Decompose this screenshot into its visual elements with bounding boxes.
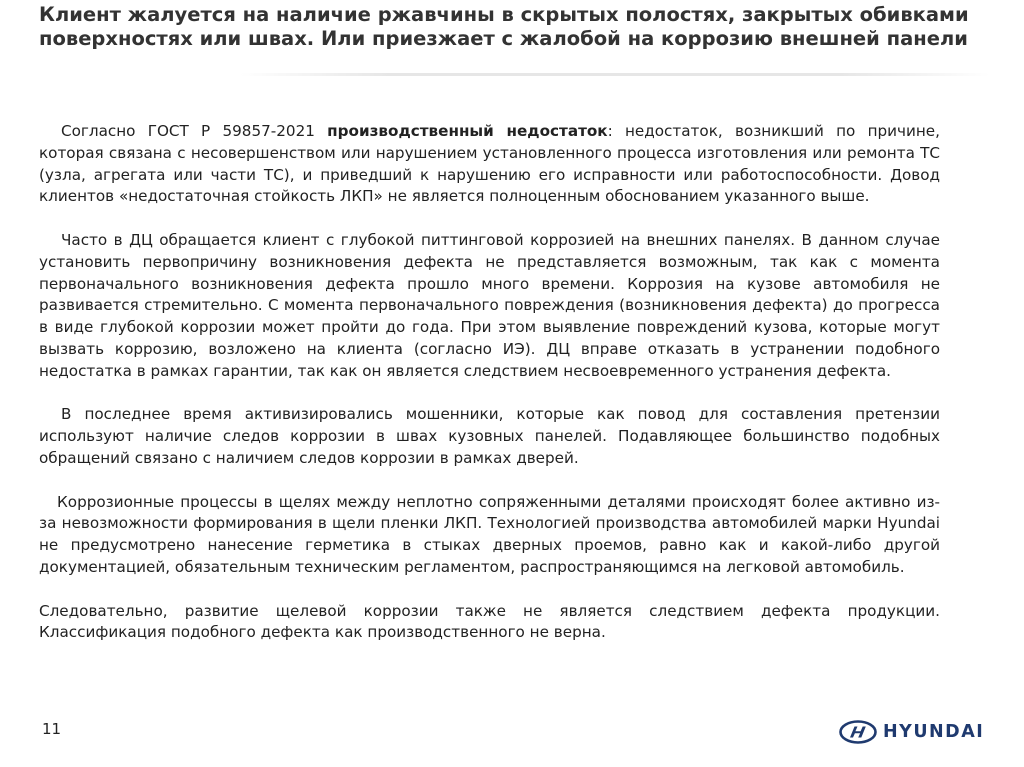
paragraph-crevice-corrosion: Коррозионные процессы в щелях между неплотно сопряженными деталями происходят более активно из-за невозможности формирования в щели пленки ЛКП. Технологией производства автомобилей марки Hyundai не предусмотрено нанесение герметика в стыках дверных проемов, равно как и какой-либо другой документацией, обязательным техническим регламентом, распространяющимся на легковой автомобиль. [39, 492, 940, 576]
paragraph-gost-definition [39, 121, 940, 208]
body-text [39, 121, 940, 644]
paragraph-prefix: Согласно ГОСТ Р 59857-2021 [61, 122, 328, 140]
hyundai-logo [839, 715, 995, 749]
slide-title: Клиент жалуется на наличие ржавчины в скрытых полостях, закрытых обивками поверхностях или швах. Или приезжает с жалобой на коррозию внешней панели [39, 3, 969, 50]
title-divider [240, 73, 990, 76]
hyundai-logo-icon [839, 720, 877, 744]
term-production-defect: производственный недостаток [327, 122, 608, 140]
paragraph-suffix: : недостаток, возникший по причине, которая связана с несовершенством или нарушением установленного процесса изготовления или ремонта ТС (узла, агрегата или части ТС), и приведший к нарушению его исправности или работоспособности. Довод клиентов «недостаточная стойкость ЛКП» не является полноценным обоснованием указанного выше. [39, 122, 940, 206]
paragraph-pitting-corrosion: Часто в ДЦ обращается клиент с глубокой питтинговой коррозией на внешних панелях. В данном случае установить первопричину возникновения дефекта не представляется возможным, так как с момента первоначального возникновения дефекта прошло много времени. Коррозия на кузове автомобиля не развивается стремительно. С момента первоначального повреждения (возникновения дефекта) до прогресса в виде глубокой коррозии может пройти до года. При этом выявление повреждений кузова, которые могут вызвать коррозию, возложено на клиента (согласно ИЭ). ДЦ вправе отказать в устранении подобного недостатка в рамках гарантии, так как он является следствием несвоевременного устранения дефекта. [39, 230, 940, 380]
logo-wordmark: HYUNDAI [883, 722, 985, 742]
paragraph-fraud: В последнее время активизировались мошенники, которые как повод для составления претензии используют наличие следов коррозии в швах кузовных панелей. Подавляющее большинство подобных обращений связано с наличием следов коррозии в рамках дверей. [39, 405, 940, 467]
page-number: 11 [42, 720, 62, 738]
paragraph-conclusion: Следовательно, развитие щелевой коррозии также не является следствием дефекта продукции. Классификация подобного дефекта как производственного не верна. [39, 601, 940, 642]
